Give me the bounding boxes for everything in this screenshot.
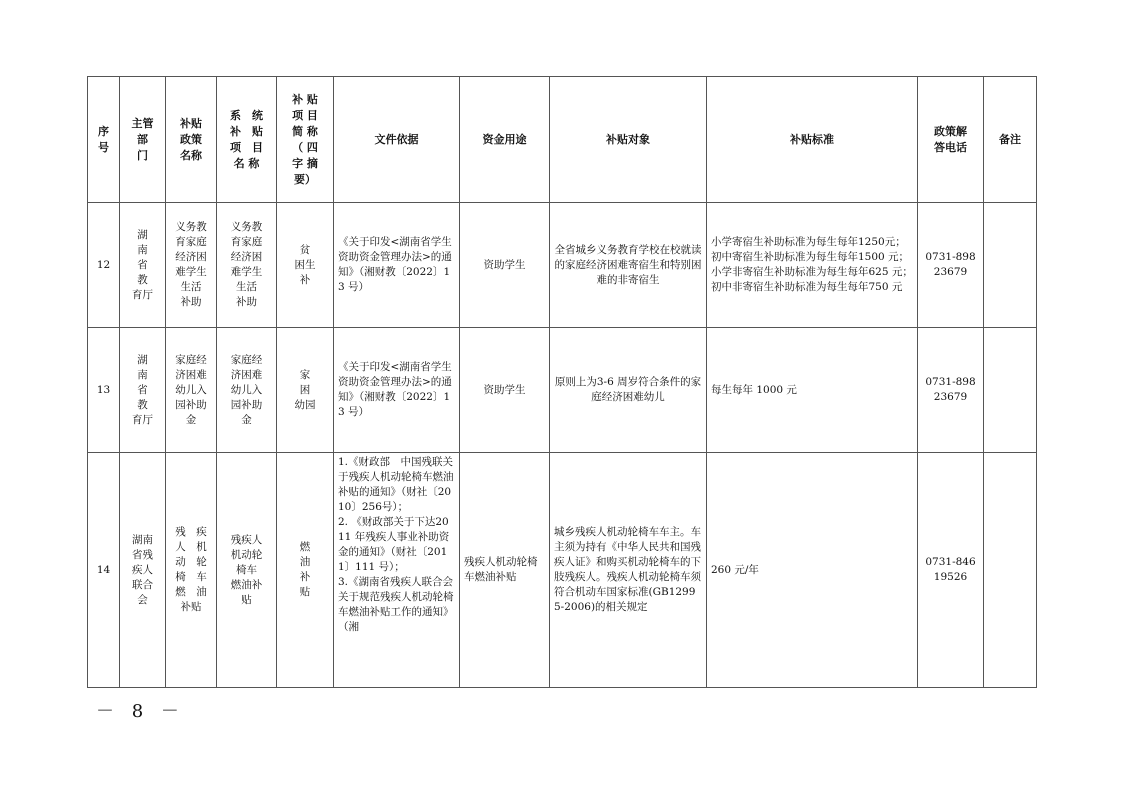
cell-remark xyxy=(984,203,1037,328)
cell-target: 城乡残疾人机动轮椅车车主。车主须为持有《中华人民共和国残疾人证》和购买机动轮椅车的下肢残疾人。残疾人机动轮椅车须符合机动车国家标准(GB12995-2006)的相关规定 xyxy=(550,453,707,688)
cell-basis: 《关于印发<湖南省学生资助资金管理办法>的通知》（湘财教〔2022〕13 号） xyxy=(334,328,460,453)
cell-system-item: 残疾人 机动轮 椅车 燃油补 贴 xyxy=(217,453,277,688)
page-number: － 8 － xyxy=(96,701,185,722)
cell-target: 全省城乡义务教育学校在校就读的家庭经济困难寄宿生和特别困难的非寄宿生 xyxy=(550,203,707,328)
header-system-item: 系 统 补 贴 项 目 名 称 xyxy=(217,77,277,203)
cell-short-name: 家 困 幼园 xyxy=(277,328,334,453)
header-usage: 资金用途 xyxy=(460,77,550,203)
table-row xyxy=(88,328,1037,453)
header-target: 补贴对象 xyxy=(550,77,707,203)
cell-usage: 残疾人机动轮椅车燃油补贴 xyxy=(460,453,550,688)
cell-seq: 13 xyxy=(88,328,120,453)
cell-seq: 12 xyxy=(88,203,120,328)
cell-seq: 14 xyxy=(88,453,120,688)
table-header-row xyxy=(88,77,1037,203)
header-dept: 主管 部 门 xyxy=(120,77,166,203)
cell-remark xyxy=(984,453,1037,688)
cell-basis: 《关于印发<湖南省学生资助资金管理办法>的通知》（湘财教〔2022〕13 号） xyxy=(334,203,460,328)
cell-usage: 资助学生 xyxy=(460,203,550,328)
cell-phone: 0731-898 23679 xyxy=(918,328,984,453)
cell-target: 原则上为3-6 周岁符合条件的家庭经济困难幼儿 xyxy=(550,328,707,453)
cell-system-item: 义务教 育家庭 经济困 难学生 生活 补助 xyxy=(217,203,277,328)
header-seq: 序 号 xyxy=(88,77,120,203)
cell-usage: 资助学生 xyxy=(460,328,550,453)
cell-system-item: 家庭经 济困难 幼儿入 园补助 金 xyxy=(217,328,277,453)
cell-phone: 0731-846 19526 xyxy=(918,453,984,688)
cell-phone: 0731-898 23679 xyxy=(918,203,984,328)
header-remark: 备注 xyxy=(984,77,1037,203)
cell-remark xyxy=(984,328,1037,453)
cell-dept: 湖 南 省 教 育厅 xyxy=(120,203,166,328)
cell-policy-name: 残 疾 人 机 动 轮 椅 车 燃 油 补贴 xyxy=(166,453,217,688)
cell-standard: 每生每年 1000 元 xyxy=(707,328,918,453)
cell-dept: 湖 南 省 教 育厅 xyxy=(120,328,166,453)
header-standard: 补贴标准 xyxy=(707,77,918,203)
cell-short-name: 贫 困生 补 xyxy=(277,203,334,328)
cell-standard: 260 元/年 xyxy=(707,453,918,688)
cell-dept: 湖南 省残 疾人 联合 会 xyxy=(120,453,166,688)
header-short-name: 补 贴 项 目 简 称 （ 四 字 摘 要） xyxy=(277,77,334,203)
cell-basis: 1.《财政部 中国残联关于残疾人机动轮椅车燃油补贴的通知》（财社〔2010〕256号）； 2. 《财政部关于下达2011 年残疾人事业补助资金的通知》（财社〔2011〕111 号）； 3.《湖南省残疾人联合会关于规范残疾人机动轮椅车燃油补贴工作的通知》（湘 xyxy=(334,453,460,688)
header-policy-name: 补贴 政策 名称 xyxy=(166,77,217,203)
table-row xyxy=(88,203,1037,328)
subsidy-policy-table xyxy=(87,76,1037,688)
cell-policy-name: 义务教 育家庭 经济困 难学生 生活 补助 xyxy=(166,203,217,328)
header-basis: 文件依据 xyxy=(334,77,460,203)
cell-standard: 小学寄宿生补助标准为每生每年1250元；初中寄宿生补助标准为每生每年1500 元；小学非寄宿生补助标准为每生每年625 元；初中非寄宿生补助标准为每生每年750 元 xyxy=(707,203,918,328)
header-phone: 政策解 答电话 xyxy=(918,77,984,203)
cell-policy-name: 家庭经 济困难 幼儿入 园补助 金 xyxy=(166,328,217,453)
cell-short-name: 燃 油 补 贴 xyxy=(277,453,334,688)
table-row xyxy=(88,453,1037,688)
